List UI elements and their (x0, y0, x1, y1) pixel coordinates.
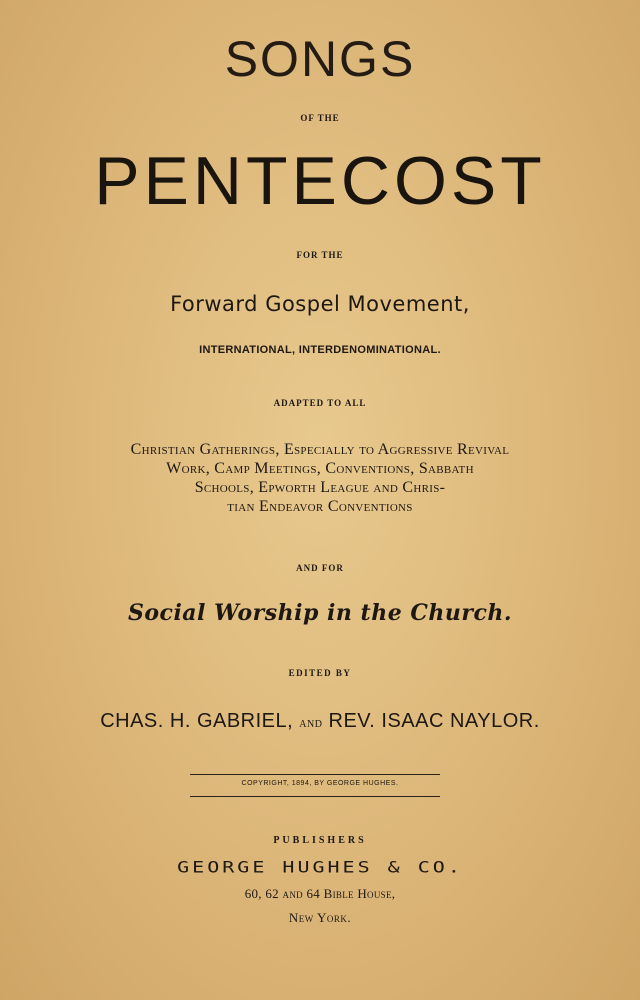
edited-by-text: EDITED BY (288, 668, 352, 678)
copyright-text: COPYRIGHT, 1894, BY GEORGE HUGHES. (241, 780, 399, 787)
and-for-text: AND FOR (296, 563, 344, 573)
publisher-address: 60, 62 and 64 Bible House, (244, 886, 396, 901)
editor-conjunction: and (299, 716, 323, 731)
gatherings-line: Christian Gatherings, Especially to Aggressive Revival (130, 441, 510, 458)
editor-name: REV. ISAAC NAYLOR. (328, 710, 540, 732)
adapted-text: ADAPTED TO ALL (273, 398, 367, 408)
movement-name: Forward Gospel Movement, (170, 292, 470, 316)
title-main: PENTECOST (94, 143, 546, 219)
editor-name: CHAS. H. GABRIEL, (100, 710, 294, 732)
gatherings-line: Work, Camp Meetings, Conventions, Sabbath (166, 460, 474, 477)
gatherings-line: tian Endeavor Conventions (227, 498, 413, 515)
divider-top (190, 774, 440, 775)
gatherings-line: Schools, Epworth League and Chris- (194, 479, 446, 496)
divider-bottom (190, 796, 440, 797)
publishers-label: PUBLISHERS (273, 835, 367, 846)
publisher-city: New York. (288, 910, 352, 925)
scope-text: INTERNATIONAL, INTERDENOMINATIONAL. (199, 344, 441, 356)
for-the-text: FOR THE (296, 250, 344, 260)
editors-line (0, 710, 640, 733)
worship-text: Social Worship in the Church. (127, 600, 512, 626)
title-top: SONGS (224, 31, 416, 87)
of-the-text: OF THE (300, 113, 340, 123)
gatherings-block (0, 440, 640, 516)
publisher-name: GEORGE HUGHES & CO. (177, 857, 463, 877)
